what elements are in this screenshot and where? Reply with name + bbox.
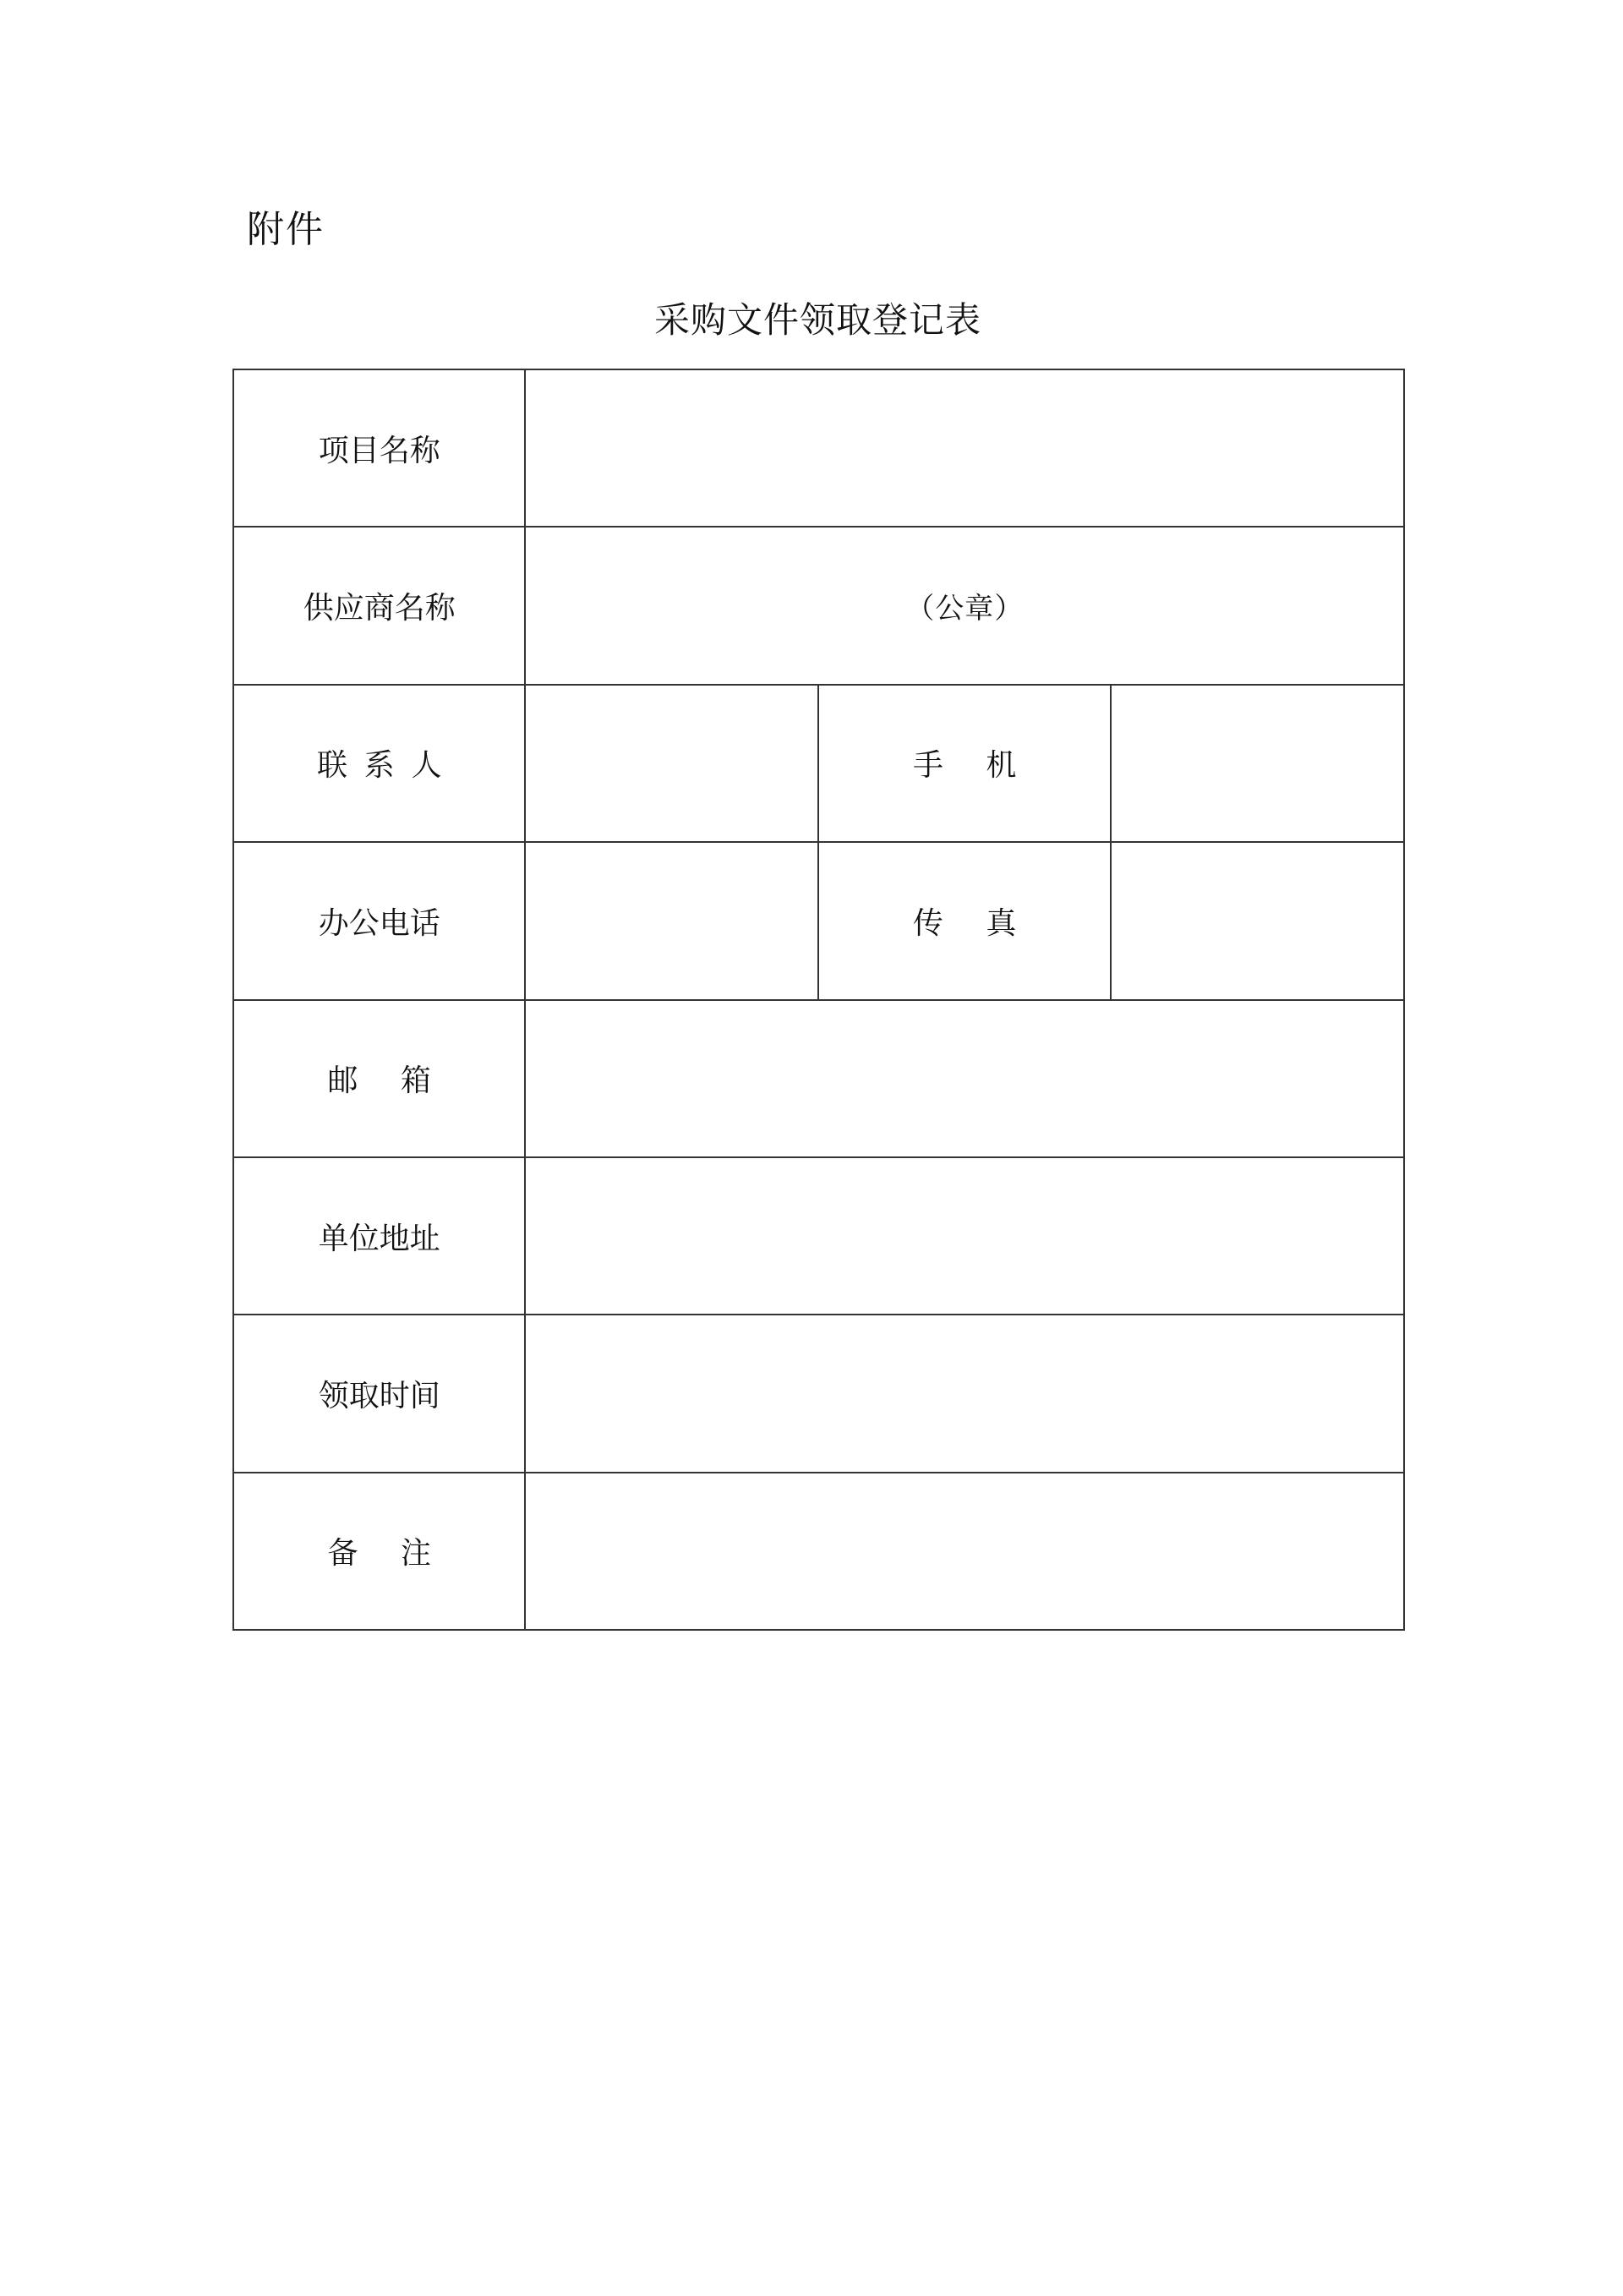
office-phone-field[interactable] [525, 842, 817, 999]
remarks-field[interactable] [525, 1473, 1404, 1630]
fax-label: 传真 [818, 842, 1111, 999]
row-supplier-name [233, 527, 1404, 684]
mobile-field[interactable] [1111, 685, 1404, 842]
office-phone-label: 办公电话 [233, 842, 525, 999]
row-remarks [233, 1473, 1404, 1630]
supplier-name-field[interactable] [525, 527, 1404, 684]
row-contact [233, 685, 1404, 842]
pickup-time-label: 领取时间 [233, 1315, 525, 1472]
address-label: 单位地址 [233, 1157, 525, 1315]
remarks-label: 备注 [233, 1473, 525, 1630]
supplier-name-label: 供应商名称 [233, 527, 525, 684]
fax-field[interactable] [1111, 842, 1404, 999]
email-field[interactable] [525, 1000, 1404, 1157]
row-pickup-time [233, 1315, 1404, 1472]
official-seal-note: （公章） [905, 592, 1025, 626]
project-name-field[interactable] [525, 369, 1404, 527]
project-name-label: 项目名称 [233, 369, 525, 527]
row-office-phone [233, 842, 1404, 999]
row-project-name [233, 369, 1404, 527]
mobile-label: 手机 [818, 685, 1111, 842]
row-email [233, 1000, 1404, 1157]
attachment-label: 附件 [247, 208, 325, 251]
contact-label: 联系人 [233, 685, 525, 842]
form-title: 采购文件领取登记表 [653, 299, 981, 341]
email-label: 邮箱 [233, 1000, 525, 1157]
row-address [233, 1157, 1404, 1315]
address-field[interactable] [525, 1157, 1404, 1315]
registration-form-table [232, 369, 1405, 1631]
contact-field[interactable] [525, 685, 817, 842]
pickup-time-field[interactable] [525, 1315, 1404, 1472]
